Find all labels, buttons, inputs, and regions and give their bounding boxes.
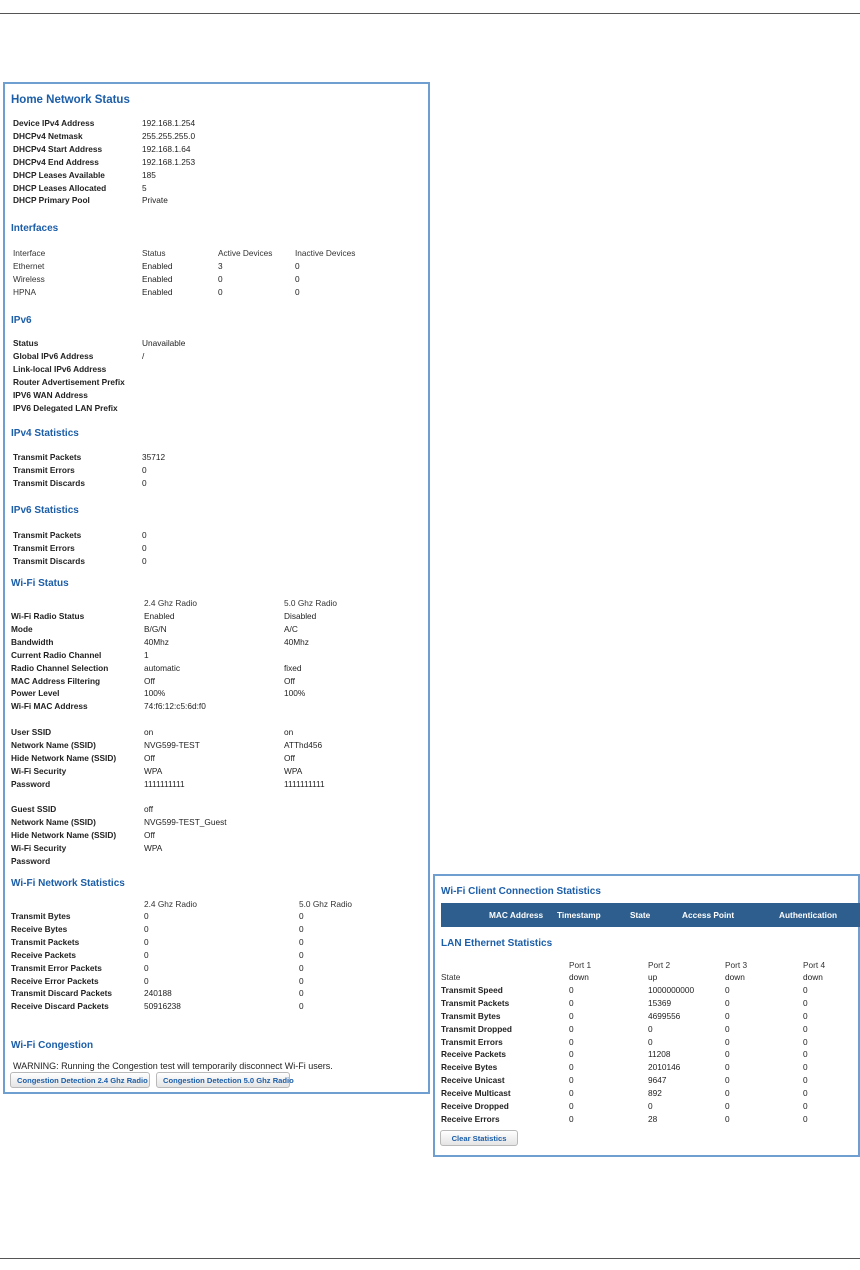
lan-row-value: 0 xyxy=(725,1113,730,1124)
lan-row-value: 0 xyxy=(648,1036,653,1047)
ipv6-statistics-title: IPv6 Statistics xyxy=(11,505,79,516)
row-label: Device IPv4 Address xyxy=(13,118,95,128)
wifi-stats-label: Receive Packets xyxy=(11,949,77,960)
row-label: Transmit Discards xyxy=(13,555,85,566)
lan-row-value: 0 xyxy=(569,1010,574,1021)
row-label: DHCP Primary Pool xyxy=(13,195,90,206)
row-label: Transmit Errors xyxy=(13,542,75,553)
lan-row-value: 0 xyxy=(569,1101,574,1111)
lan-row-value: 0 xyxy=(803,1036,808,1047)
interface-cell: Enabled xyxy=(142,261,173,271)
lan-row-value: 2010146 xyxy=(648,1062,681,1073)
ipv6-title: IPv6 xyxy=(11,315,32,326)
wifi-row-value: WPA xyxy=(144,765,163,776)
lan-row-label: Receive Unicast xyxy=(441,1075,505,1086)
wifi-stats-header: 5.0 Ghz Radio xyxy=(299,899,353,909)
wifi-row-value: Off xyxy=(284,675,295,686)
lan-row-value: 0 xyxy=(569,1113,574,1124)
wifi-row-value: Off xyxy=(284,752,295,763)
row-value: 0 xyxy=(142,464,147,475)
row-label: Transmit Packets xyxy=(13,530,82,540)
row-label: DHCP Leases Available xyxy=(13,169,105,180)
lan-row-value: 0 xyxy=(803,997,808,1008)
interface-cell: 0 xyxy=(295,261,300,271)
wifi-row-value: 40Mhz xyxy=(284,636,309,647)
wifi-radio-header: 2.4 Ghz Radio xyxy=(144,598,198,608)
lan-row-value: 0 xyxy=(648,1023,653,1034)
wifi-radio-header: 5.0 Ghz Radio xyxy=(284,598,338,608)
row-label: DHCP Leases Allocated xyxy=(13,182,107,193)
wifi-client-statistics-title: Wi-Fi Client Connection Statistics xyxy=(441,886,601,897)
wifi-stats-value: 0 xyxy=(299,988,304,999)
row-label: IPV6 Delegated LAN Prefix xyxy=(13,402,118,413)
interface-cell: 0 xyxy=(218,286,223,297)
interface-cell: 0 xyxy=(295,273,300,284)
wifi-stats-value: 0 xyxy=(144,911,149,921)
lan-row-label: Receive Errors xyxy=(441,1113,500,1124)
top-rule xyxy=(0,13,860,14)
wifi-stats-label: Transmit Discard Packets xyxy=(11,988,112,999)
wifi-stats-value: 0 xyxy=(299,936,304,947)
row-value: 0 xyxy=(142,477,147,488)
col-authentication: Authentication xyxy=(779,910,838,920)
wifi-row-label: Mode xyxy=(11,623,33,634)
wifi-row-label: Guest SSID xyxy=(11,804,57,814)
lan-row-value: 0 xyxy=(803,1113,808,1124)
wifi-row-value: WPA xyxy=(284,765,303,776)
interface-cell: 0 xyxy=(218,273,223,284)
wifi-stats-value: 0 xyxy=(144,923,149,934)
row-label: Transmit Packets xyxy=(13,452,82,462)
wifi-row-value: WPA xyxy=(144,842,163,853)
lan-row-value: 0 xyxy=(725,1101,730,1111)
lan-row-value: down xyxy=(725,972,745,982)
col-state: State xyxy=(630,910,651,920)
wifi-row-value: 1111111111 xyxy=(284,778,325,789)
lan-row-value: 15369 xyxy=(648,997,672,1008)
row-value: 0 xyxy=(142,542,147,553)
wifi-row-label: Wi-Fi Security xyxy=(11,842,67,853)
wifi-stats-header: 2.4 Ghz Radio xyxy=(144,899,198,909)
wifi-network-statistics-title: Wi-Fi Network Statistics xyxy=(11,878,125,889)
lan-row-label: Receive Bytes xyxy=(441,1062,498,1073)
clear-statistics-button[interactable]: Clear Statistics xyxy=(440,1130,518,1146)
row-value: 35712 xyxy=(142,452,166,462)
lan-row-value: 0 xyxy=(725,1062,730,1073)
wifi-row-label: Hide Network Name (SSID) xyxy=(11,829,117,840)
row-value: 5 xyxy=(142,182,147,193)
lan-row-value: 28 xyxy=(648,1113,658,1124)
wifi-stats-value: 0 xyxy=(144,962,149,973)
lan-row-value: 0 xyxy=(725,1088,730,1099)
interfaces-title: Interfaces xyxy=(11,223,59,234)
wifi-stats-label: Transmit Error Packets xyxy=(11,962,102,973)
interface-name: HPNA xyxy=(13,286,37,297)
interfaces-header: Interface xyxy=(13,248,46,258)
wifi-row-label: Password xyxy=(11,778,51,789)
interfaces-header: Inactive Devices xyxy=(295,248,356,258)
lan-row-value: 0 xyxy=(725,1049,730,1060)
lan-row-value: 0 xyxy=(803,1088,808,1099)
row-label: Link-local IPv6 Address xyxy=(13,363,107,374)
wifi-stats-label: Receive Bytes xyxy=(11,923,68,934)
col-access-point: Access Point xyxy=(682,910,735,920)
wifi-row-label: Hide Network Name (SSID) xyxy=(11,752,117,763)
lan-row-value: 0 xyxy=(569,1075,574,1086)
lan-row-label: Receive Packets xyxy=(441,1049,507,1060)
lan-row-value: 0 xyxy=(569,984,574,995)
lan-row-value: 0 xyxy=(803,1075,808,1086)
wifi-row-label: Power Level xyxy=(11,688,60,699)
row-value: 192.168.1.254 xyxy=(142,118,196,128)
wifi-row-value: A/C xyxy=(284,623,298,634)
lan-row-value: 0 xyxy=(803,1010,808,1021)
wifi-row-value: Enabled xyxy=(144,611,175,621)
wifi-row-label: Password xyxy=(11,855,51,866)
wifi-stats-value: 0 xyxy=(299,911,304,921)
wifi-row-value: Disabled xyxy=(284,611,317,621)
lan-row-value: 0 xyxy=(803,1101,808,1111)
lan-row-value: 0 xyxy=(725,1036,730,1047)
wifi-row-value: 100% xyxy=(284,688,306,699)
lan-row-value: 0 xyxy=(725,1075,730,1086)
lan-row-label: Receive Multicast xyxy=(441,1088,511,1099)
wifi-row-value: on xyxy=(144,727,154,737)
row-value: 255.255.255.0 xyxy=(142,130,196,141)
wifi-stats-value: 0 xyxy=(299,949,304,960)
row-value: / xyxy=(142,350,145,361)
wifi-stats-label: Transmit Packets xyxy=(11,936,80,947)
lan-row-label: Transmit Speed xyxy=(441,984,503,995)
lan-row-value: 0 xyxy=(803,984,808,995)
wifi-row-value: 40Mhz xyxy=(144,636,169,647)
lan-port-header: Port 4 xyxy=(803,960,826,970)
interfaces-header: Status xyxy=(142,248,166,258)
wifi-row-value: on xyxy=(284,727,294,737)
row-value: 192.168.1.64 xyxy=(142,143,191,154)
wifi-row-label: Wi-Fi Radio Status xyxy=(11,611,85,621)
lan-row-value: 0 xyxy=(569,1062,574,1073)
row-value: 185 xyxy=(142,169,156,180)
wifi-stats-value: 0 xyxy=(299,962,304,973)
row-label: Status xyxy=(13,338,39,348)
wifi-row-value: Off xyxy=(144,752,155,763)
lan-row-value: 0 xyxy=(569,1023,574,1034)
row-value: 192.168.1.253 xyxy=(142,156,196,167)
interface-name: Ethernet xyxy=(13,261,45,271)
lan-row-value: up xyxy=(648,972,658,982)
lan-port-header: Port 3 xyxy=(725,960,748,970)
interface-cell: Enabled xyxy=(142,273,173,284)
ipv4-statistics-title: IPv4 Statistics xyxy=(11,428,79,439)
wifi-stats-value: 240188 xyxy=(144,988,172,999)
wifi-stats-value: 50916238 xyxy=(144,1001,181,1012)
lan-port-header: Port 1 xyxy=(569,960,592,970)
bottom-rule xyxy=(0,1258,860,1259)
wifi-stats-label: Receive Error Packets xyxy=(11,975,99,986)
row-label: Global IPv6 Address xyxy=(13,350,94,361)
lan-row-value: 0 xyxy=(725,1010,730,1021)
wifi-row-value: B/G/N xyxy=(144,623,167,634)
wifi-client-lan-panel xyxy=(433,874,860,1157)
wifi-row-label: Network Name (SSID) xyxy=(11,816,96,827)
wifi-row-value: NVG599-TEST xyxy=(144,739,200,750)
interfaces-header: Active Devices xyxy=(218,248,273,258)
wifi-row-label: Current Radio Channel xyxy=(11,649,102,660)
row-label: IPV6 WAN Address xyxy=(13,389,88,400)
lan-row-value: 0 xyxy=(803,1023,808,1034)
wifi-stats-value: 0 xyxy=(299,975,304,986)
wifi-row-value: 74:f6:12:c5:6d:f0 xyxy=(144,701,206,712)
lan-port-header: Port 2 xyxy=(648,960,671,970)
lan-row-label: State xyxy=(441,972,461,982)
wifi-row-label: Bandwidth xyxy=(11,636,54,647)
wifi-client-table-header xyxy=(441,903,860,927)
lan-row-label: Transmit Packets xyxy=(441,997,510,1008)
wifi-stats-value: 0 xyxy=(299,923,304,934)
lan-row-value: 4699556 xyxy=(648,1010,681,1021)
lan-row-value: 0 xyxy=(648,1101,653,1111)
wifi-row-value: NVG599-TEST_Guest xyxy=(144,816,227,827)
col-timestamp: Timestamp xyxy=(557,910,601,920)
wifi-row-value: fixed xyxy=(284,662,302,673)
wifi-row-value: 1 xyxy=(144,649,149,660)
interface-cell: 3 xyxy=(218,261,223,271)
lan-row-label: Transmit Dropped xyxy=(441,1023,512,1034)
lan-row-label: Transmit Errors xyxy=(441,1036,503,1047)
lan-row-value: 0 xyxy=(725,1023,730,1034)
lan-row-value: 0 xyxy=(569,1036,574,1047)
lan-row-value: 0 xyxy=(725,997,730,1008)
lan-row-value: down xyxy=(803,972,823,982)
row-value: Private xyxy=(142,195,168,206)
lan-row-value: down xyxy=(569,972,589,982)
row-value: Unavailable xyxy=(142,338,186,348)
wifi-stats-value: 0 xyxy=(299,1001,304,1012)
row-label: DHCPv4 Netmask xyxy=(13,130,83,141)
home-network-status-panel xyxy=(3,82,430,1094)
row-label: Router Advertisement Prefix xyxy=(13,376,125,387)
row-label: DHCPv4 Start Address xyxy=(13,143,103,154)
wifi-row-value: Off xyxy=(144,675,155,686)
congestion-detection-50-button[interactable]: Congestion Detection 5.0 Ghz Radio xyxy=(156,1072,290,1088)
lan-row-label: Receive Dropped xyxy=(441,1101,509,1111)
wifi-row-label: Radio Channel Selection xyxy=(11,662,109,673)
lan-row-value: 0 xyxy=(569,997,574,1008)
wifi-stats-label: Transmit Bytes xyxy=(11,911,71,921)
lan-row-value: 9647 xyxy=(648,1075,667,1086)
lan-row-value: 0 xyxy=(569,1049,574,1060)
wifi-row-value: off xyxy=(144,804,154,814)
wifi-row-value: 100% xyxy=(144,688,166,699)
wifi-row-value: ATThd456 xyxy=(284,739,323,750)
interface-name: Wireless xyxy=(13,273,45,284)
row-label: Transmit Discards xyxy=(13,477,85,488)
lan-row-value: 1000000000 xyxy=(648,984,695,995)
interface-cell: Enabled xyxy=(142,286,173,297)
wifi-row-value: automatic xyxy=(144,662,180,673)
wifi-stats-label: Receive Discard Packets xyxy=(11,1001,109,1012)
lan-row-value: 11208 xyxy=(648,1049,671,1060)
row-label: DHCPv4 End Address xyxy=(13,156,99,167)
col-mac-address: MAC Address xyxy=(489,910,544,920)
row-value: 0 xyxy=(142,555,147,566)
lan-row-value: 892 xyxy=(648,1088,662,1099)
home-network-status-title: Home Network Status xyxy=(11,94,130,106)
row-label: Transmit Errors xyxy=(13,464,75,475)
wifi-congestion-title: Wi-Fi Congestion xyxy=(11,1040,94,1051)
wifi-row-label: Network Name (SSID) xyxy=(11,739,96,750)
lan-ethernet-statistics-title: LAN Ethernet Statistics xyxy=(441,938,553,949)
wifi-row-value: Off xyxy=(144,829,155,840)
wifi-row-label: MAC Address Filtering xyxy=(11,675,101,686)
lan-row-value: 0 xyxy=(803,1049,808,1060)
lan-row-value: 0 xyxy=(569,1088,574,1099)
lan-row-value: 0 xyxy=(725,984,730,995)
wifi-row-label: Wi-Fi Security xyxy=(11,765,67,776)
congestion-warning: WARNING: Running the Congestion test will temporarily disconnect Wi-Fi users. xyxy=(13,1061,333,1071)
lan-row-label: Transmit Bytes xyxy=(441,1010,501,1021)
wifi-stats-value: 0 xyxy=(144,949,149,960)
wifi-stats-value: 0 xyxy=(144,936,149,947)
wifi-stats-value: 0 xyxy=(144,975,149,986)
wifi-row-value: 1111111111 xyxy=(144,778,185,789)
congestion-detection-24-button[interactable]: Congestion Detection 2.4 Ghz Radio xyxy=(10,1072,150,1088)
wifi-status-title: Wi-Fi Status xyxy=(11,578,69,589)
row-value: 0 xyxy=(142,530,147,540)
wifi-row-label: User SSID xyxy=(11,727,52,737)
lan-row-value: 0 xyxy=(803,1062,808,1073)
wifi-row-label: Wi-Fi MAC Address xyxy=(11,701,88,712)
interface-cell: 0 xyxy=(295,286,300,297)
